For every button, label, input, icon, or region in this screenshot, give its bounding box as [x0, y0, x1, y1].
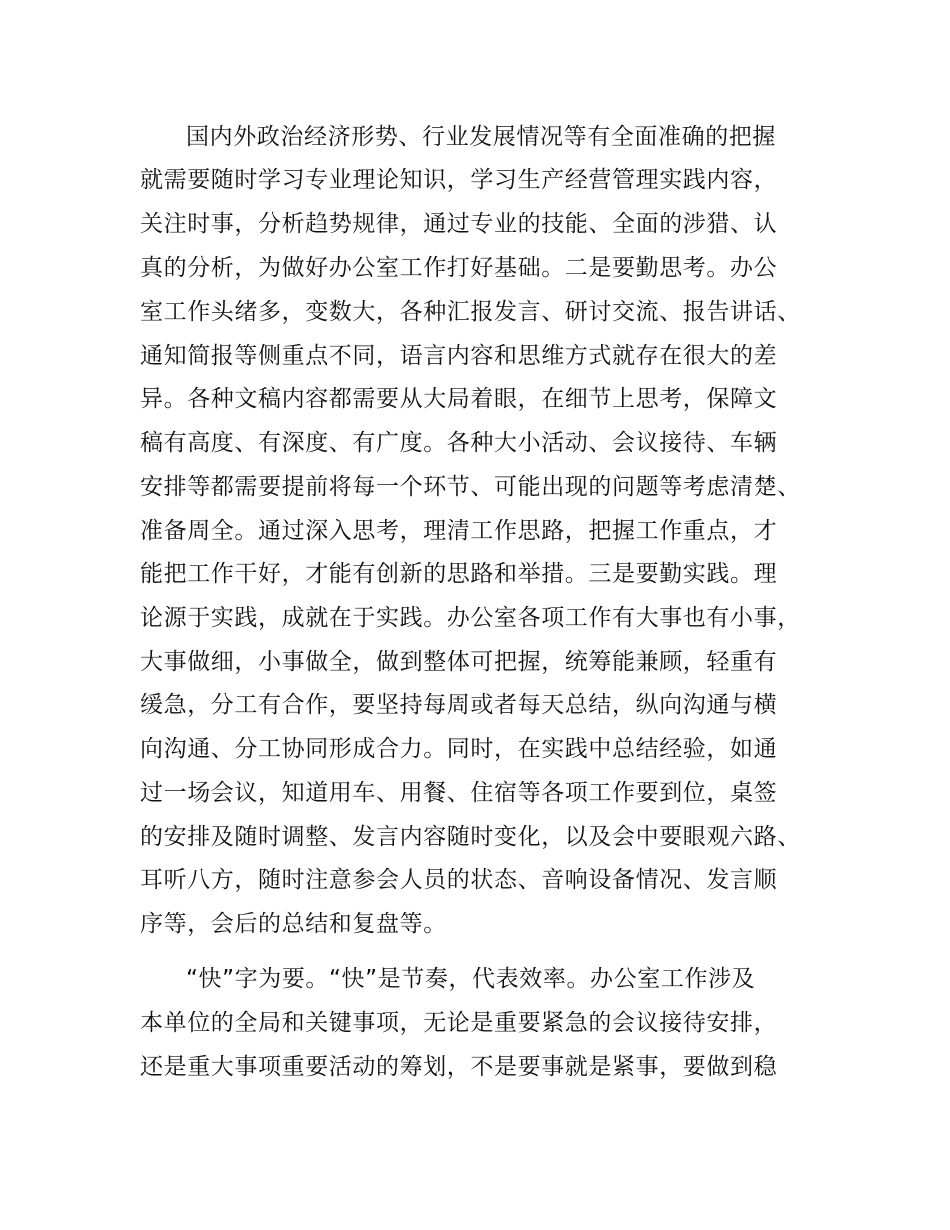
paragraph-1-line-14: 缓急，分工有合作，要坚持每周或者每天总结，纵向沟通与横 [140, 692, 778, 718]
paragraph-1-line-9: 安排等都需要提前将每一个环节、可能出现的问题等考虑清楚、 [140, 474, 801, 500]
paragraph-1-line-11: 能把工作干好，才能有创新的思路和举措。三是要勤实践。理 [140, 561, 778, 587]
paragraph-2-line-3: 还是重大事项重要活动的筹划，不是要事就是紧事，要做到稳 [140, 1054, 778, 1080]
paragraph-1-line-4: 真的分析，为做好办公室工作打好基础。二是要勤思考。办公 [140, 255, 778, 281]
paragraph-1-line-6: 通知简报等侧重点不同，语言内容和思维方式就存在很大的差 [140, 343, 778, 369]
paragraph-2-line-2: 本单位的全局和关键事项，无论是重要紧急的会议接待安排， [140, 1010, 778, 1036]
paragraph-1-line-10: 准备周全。通过深入思考，理清工作思路，把握工作重点，才 [140, 518, 778, 544]
paragraph-1-line-8: 稿有高度、有深度、有广度。各种大小活动、会议接待、车辆 [140, 430, 778, 456]
paragraph-2-line-1: “快”字为要。“快”是节奏，代表效率。办公室工作涉及 [186, 966, 756, 992]
paragraph-1-line-15: 向沟通、分工协同形成合力。同时，在实践中总结经验，如通 [140, 736, 778, 762]
paragraph-1-line-16: 过一场会议，知道用车、用餐、住宿等各项工作要到位，桌签 [140, 780, 778, 806]
paragraph-1-line-18: 耳听八方，随时注意参会人员的状态、音响设备情况、发言顺 [140, 867, 778, 893]
paragraph-1-line-3: 关注时事，分析趋势规律，通过专业的技能、全面的涉猎、认 [140, 211, 778, 237]
paragraph-1-line-5: 室工作头绪多，变数大，各种汇报发言、研讨交流、报告讲话、 [140, 299, 801, 325]
paragraph-1-line-13: 大事做细，小事做全，做到整体可把握，统筹能兼顾，轻重有 [140, 649, 778, 675]
paragraph-1-line-17: 的安排及随时调整、发言内容随时变化，以及会中要眼观六路、 [140, 824, 801, 850]
paragraph-1-line-12: 论源于实践，成就在于实践。办公室各项工作有大事也有小事， [140, 605, 801, 631]
paragraph-1-line-1: 国内外政治经济形势、行业发展情况等有全面准确的把握 [186, 124, 776, 150]
paragraph-1-line-7: 异。各种文稿内容都需要从大局着眼，在细节上思考，保障文 [140, 386, 778, 412]
body-text [140, 0, 830, 1230]
paragraph-1-line-2: 就需要随时学习专业理论知识，学习生产经营管理实践内容， [140, 167, 778, 193]
paragraph-1-line-19: 序等，会后的总结和复盘等。 [140, 911, 447, 937]
